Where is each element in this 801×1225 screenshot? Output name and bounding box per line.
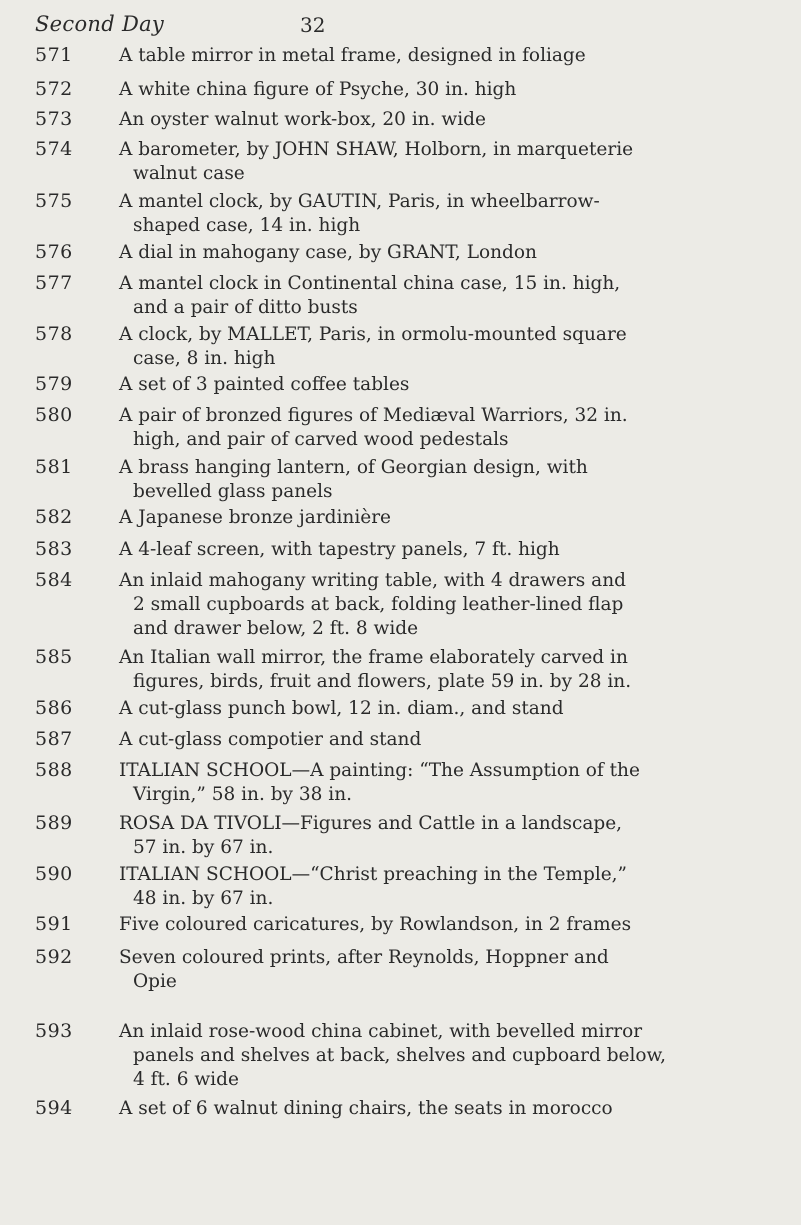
lot-description-line: ITALIAN SCHOOL—A painting: “The Assumption of the: [119, 760, 640, 781]
lot-description-line: A dial in mahogany case, by GRANT, London: [119, 242, 537, 263]
lot-number: 592: [35, 946, 73, 968]
lot-description: [119, 506, 769, 530]
lot-number: 574: [35, 138, 73, 160]
lot-number: 581: [35, 456, 73, 478]
lot-description-line: shaped case, 14 in. high: [133, 215, 361, 236]
lot-number: 590: [35, 863, 73, 885]
lot-description: [119, 697, 769, 721]
lot-description: [119, 272, 769, 320]
lot-description: [119, 78, 769, 102]
lot-number: 575: [35, 190, 73, 212]
lot-description-line: A brass hanging lantern, of Georgian design, with: [119, 457, 588, 478]
lot-description-line: A set of 3 painted coffee tables: [119, 374, 410, 395]
lot-description: [119, 728, 769, 752]
lot-description-line: A barometer, by JOHN SHAW, Holborn, in marqueterie: [119, 139, 634, 160]
lot-description-line: A cut-glass punch bowl, 12 in. diam., and stand: [119, 698, 564, 719]
lot-description: [119, 323, 769, 371]
lot-description: [119, 946, 769, 994]
lot-description-line: An oyster walnut work-box, 20 in. wide: [119, 109, 486, 130]
lot-description-line: case, 8 in. high: [133, 348, 276, 369]
lot-description-line: ITALIAN SCHOOL—“Christ preaching in the Temple,”: [119, 864, 628, 885]
lot-description-line: A Japanese bronze jardinière: [119, 507, 391, 528]
lot-description-line: ROSA DA TIVOLI—Figures and Cattle in a landscape,: [119, 813, 623, 834]
lot-description-line: and drawer below, 2 ft. 8 wide: [133, 618, 419, 639]
lot-number: 585: [35, 646, 73, 668]
lot-description: [119, 241, 769, 265]
lot-number: 593: [35, 1020, 73, 1042]
lot-description: [119, 190, 769, 238]
lot-description: [119, 759, 769, 807]
lot-number: 586: [35, 697, 73, 719]
lot-description: [119, 404, 769, 452]
lot-description: [119, 913, 769, 937]
lot-number: 594: [35, 1097, 73, 1119]
lot-number: 588: [35, 759, 73, 781]
lot-number: 591: [35, 913, 73, 935]
lot-description-line: A clock, by MALLET, Paris, in ormolu-mounted square: [119, 324, 627, 345]
lot-description: [119, 44, 769, 68]
lot-description: [119, 538, 769, 562]
lot-number: 589: [35, 812, 73, 834]
lot-description-line: A white china figure of Psyche, 30 in. high: [119, 79, 517, 100]
lot-description-line: A cut-glass compotier and stand: [119, 729, 422, 750]
lot-number: 579: [35, 373, 73, 395]
lot-description-line: A mantel clock in Continental china case, 15 in. high,: [119, 273, 621, 294]
lot-description: [119, 138, 769, 186]
lot-number: 580: [35, 404, 73, 426]
lot-number: 584: [35, 569, 73, 591]
page-number: 32: [300, 13, 326, 37]
lot-description: [119, 1097, 769, 1121]
lot-description-line: high, and pair of carved wood pedestals: [133, 429, 509, 450]
lot-description: [119, 863, 769, 911]
lot-description-line: A 4-leaf screen, with tapestry panels, 7 ft. high: [119, 539, 560, 560]
lot-description-line: 2 small cupboards at back, folding leather-lined flap: [133, 594, 624, 615]
lot-description-line: panels and shelves at back, shelves and cupboard below,: [133, 1045, 667, 1066]
lot-number: 571: [35, 44, 73, 66]
lot-description: [119, 373, 769, 397]
lot-description-line: Five coloured caricatures, by Rowlandson, in 2 frames: [119, 914, 632, 935]
lot-number: 587: [35, 728, 73, 750]
lot-number: 583: [35, 538, 73, 560]
lot-number: 572: [35, 78, 73, 100]
lot-description-line: Seven coloured prints, after Reynolds, Hoppner and: [119, 947, 609, 968]
lot-description-line: An Italian wall mirror, the frame elaborately carved in: [119, 647, 628, 668]
page-header: [35, 12, 375, 40]
lot-description: [119, 108, 769, 132]
lot-description: [119, 1020, 769, 1092]
lot-number: 576: [35, 241, 73, 263]
lot-number: 582: [35, 506, 73, 528]
lot-number: 573: [35, 108, 73, 130]
lot-description-line: 4 ft. 6 wide: [133, 1069, 239, 1090]
lot-description-line: A pair of bronzed figures of Mediæval Warriors, 32 in.: [119, 405, 628, 426]
lot-description: [119, 569, 769, 641]
lot-description-line: figures, birds, fruit and flowers, plate 59 in. by 28 in.: [133, 671, 632, 692]
lot-number: 577: [35, 272, 73, 294]
lot-description: [119, 456, 769, 504]
lot-description-line: 57 in. by 67 in.: [133, 837, 274, 858]
lot-description-line: A set of 6 walnut dining chairs, the seats in morocco: [119, 1098, 613, 1119]
lot-description-line: and a pair of ditto busts: [133, 297, 358, 318]
lot-description-line: An inlaid mahogany writing table, with 4 drawers and: [119, 570, 626, 591]
lot-description-line: A mantel clock, by GAUTIN, Paris, in wheelbarrow-: [119, 191, 600, 212]
lot-number: 578: [35, 323, 73, 345]
lot-description-line: An inlaid rose-wood china cabinet, with bevelled mirror: [119, 1021, 643, 1042]
lot-description-line: Virgin,” 58 in. by 38 in.: [133, 784, 353, 805]
lot-description: [119, 646, 769, 694]
lot-description-line: Opie: [133, 971, 177, 992]
lot-description-line: walnut case: [133, 163, 245, 184]
lot-description: [119, 812, 769, 860]
lot-description-line: A table mirror in metal frame, designed in foliage: [119, 45, 586, 66]
page-title: Second Day: [35, 12, 165, 36]
lot-description-line: bevelled glass panels: [133, 481, 333, 502]
lot-description-line: 48 in. by 67 in.: [133, 888, 274, 909]
